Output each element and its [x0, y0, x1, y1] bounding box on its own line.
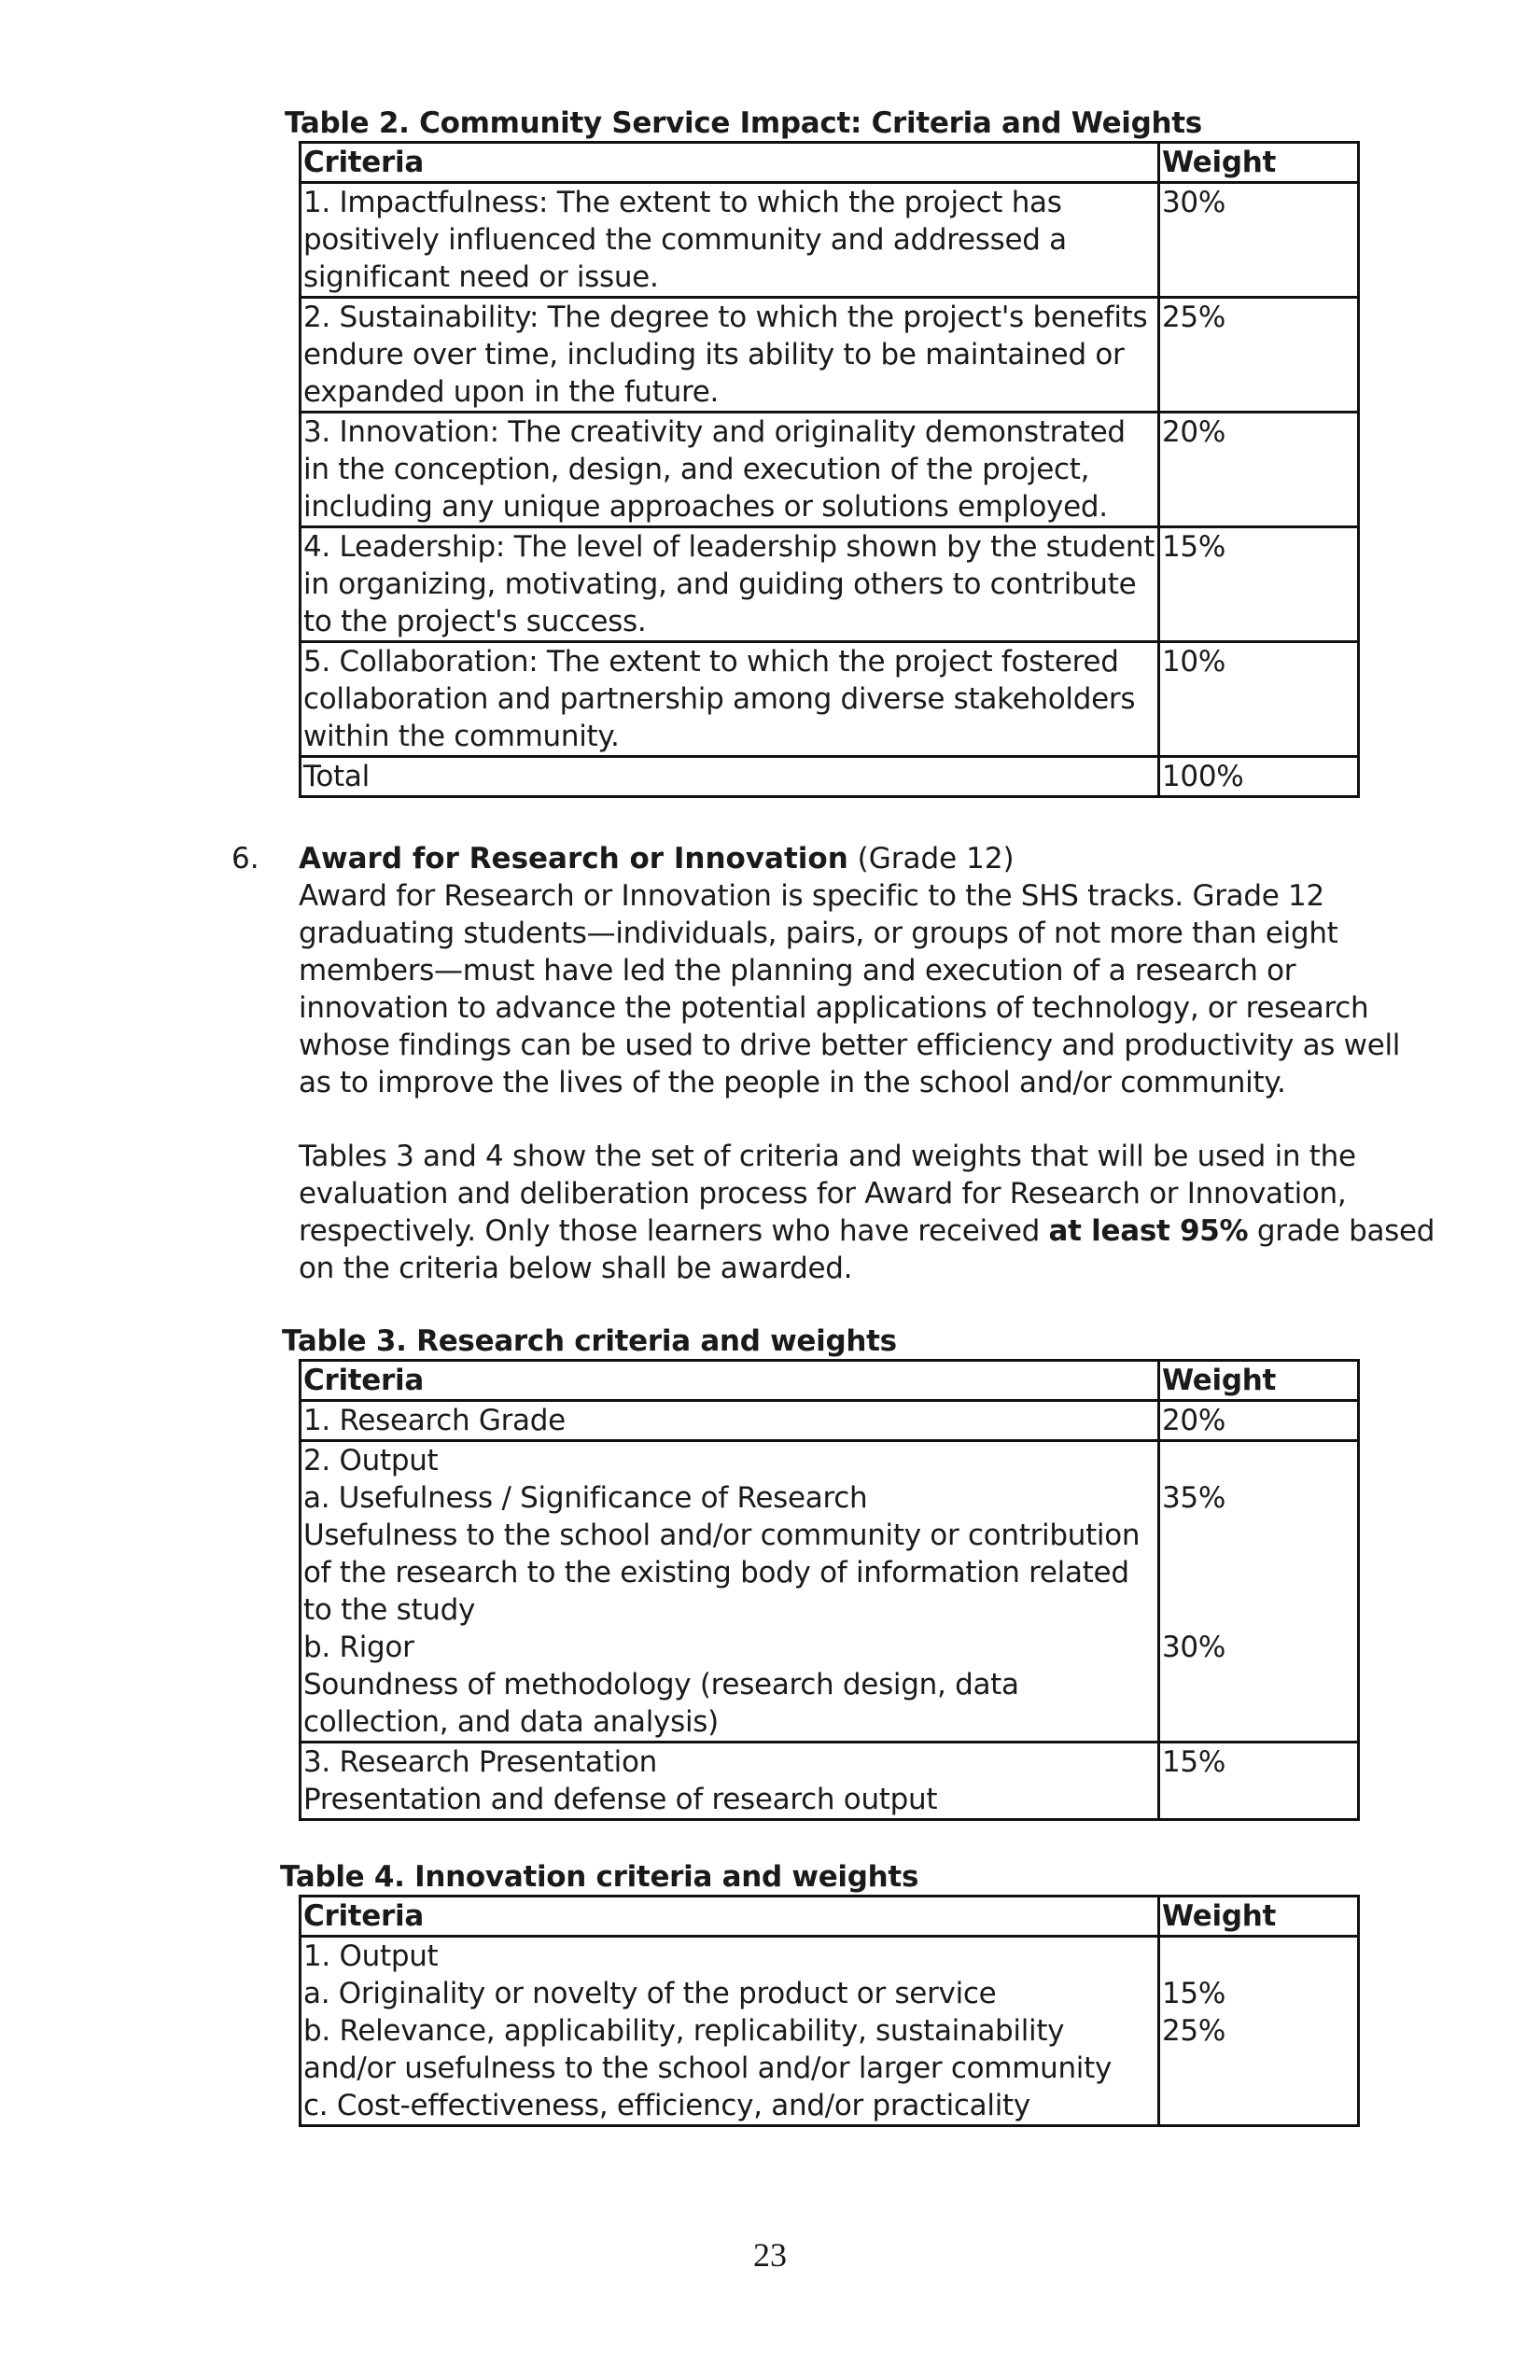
- table-4: [299, 1895, 1360, 2127]
- table-row: [301, 1743, 1359, 1820]
- weight-cell: 20%: [1159, 1401, 1359, 1441]
- criteria-cell: 1. Impactfulness: The extent to which the project has positively influenced the community and addressed a significant need or issue.: [301, 183, 1159, 298]
- weight-header: Weight: [1159, 1897, 1359, 1937]
- weight-header: Weight: [1159, 1361, 1359, 1401]
- table-row: [301, 183, 1359, 298]
- table-row: [301, 1401, 1359, 1441]
- table-3: [299, 1359, 1360, 1821]
- weight-header: Weight: [1159, 143, 1359, 183]
- table-2-caption: Table 2. Community Service Impact: Criteria and Weights: [285, 106, 1202, 140]
- table-row: [301, 1897, 1359, 1937]
- table-row: [301, 413, 1359, 527]
- criteria-cell: 5. Collaboration: The extent to which the project fostered collaboration and partnership among diverse stakeholders within the community.: [301, 642, 1159, 757]
- table-4-caption: Table 4. Innovation criteria and weights: [280, 1860, 919, 1894]
- section-number: 6.: [231, 842, 259, 875]
- table-row: [301, 1361, 1359, 1401]
- table-2: [299, 141, 1360, 798]
- weight-cell: 15%: [1159, 1743, 1359, 1820]
- criteria-header: Criteria: [301, 1361, 1159, 1401]
- section-title: Award for Research or Innovation (Grade 12): [299, 842, 1015, 875]
- table-row: [301, 527, 1359, 642]
- table-row: [301, 1441, 1359, 1743]
- table-3-caption: Table 3. Research criteria and weights: [282, 1324, 897, 1358]
- weight-cell: 25%: [1159, 298, 1359, 413]
- criteria-cell: 1. Output a. Originality or novelty of the product or service b. Relevance, applicability, replicability, sustainability and/or usefulness to the school and/or larger community c. Cost-effectiveness, efficiency, and/or practicality: [301, 1937, 1159, 2126]
- weight-cell: 10%: [1159, 642, 1359, 757]
- criteria-header: Criteria: [301, 143, 1159, 183]
- criteria-cell: 2. Sustainability: The degree to which the project's benefits endure over time, including its ability to be maintained or expanded upon in the future.: [301, 298, 1159, 413]
- table-row: [301, 1937, 1359, 2126]
- weight-cell: 20%: [1159, 413, 1359, 527]
- criteria-header: Criteria: [301, 1897, 1159, 1937]
- page-number: 23: [753, 2236, 787, 2274]
- table-row: [301, 642, 1359, 757]
- weight-cell: 30%: [1159, 183, 1359, 298]
- weight-cell: 100%: [1159, 757, 1359, 797]
- criteria-cell: 3. Innovation: The creativity and originality demonstrated in the conception, design, and execution of the project, including any unique approaches or solutions employed.: [301, 413, 1159, 527]
- section-paragraph: Award for Research or Innovation is specific to the SHS tracks. Grade 12 graduating students—individuals, pairs, or groups of not more than eight members—must have led the planning and execution of a research or innovation to advance the potential applications of technology, or research whose findings can be used to drive better efficiency and productivity as well as to improve the lives of the people in the school and/or community.: [299, 879, 1401, 1099]
- criteria-cell: 3. Research Presentation Presentation and defense of research output: [301, 1743, 1159, 1820]
- criteria-cell: 1. Research Grade: [301, 1401, 1159, 1441]
- criteria-cell: 2. Output a. Usefulness / Significance of Research Usefulness to the school and/or community or contribution of the research to the existing body of information related to the study b. Rigor Soundness of methodology (research design, data collection, and data analysis): [301, 1441, 1159, 1743]
- table-row: [301, 143, 1359, 183]
- section-paragraph: Tables 3 and 4 show the set of criteria and weights that will be used in the evaluation and deliberation process for Award for Research or Innovation, respectively. Only those learners who have received at least 95% grade based on the criteria below shall be awarded.: [299, 1140, 1435, 1285]
- table-row-total: [301, 757, 1359, 797]
- weight-cell: 35% 30%: [1159, 1441, 1359, 1743]
- weight-cell: 15% 25%: [1159, 1937, 1359, 2126]
- criteria-cell: 4. Leadership: The level of leadership shown by the student in organizing, motivating, and guiding others to contribute to the project's success.: [301, 527, 1159, 642]
- weight-cell: 15%: [1159, 527, 1359, 642]
- criteria-cell: Total: [301, 757, 1159, 797]
- table-row: [301, 298, 1359, 413]
